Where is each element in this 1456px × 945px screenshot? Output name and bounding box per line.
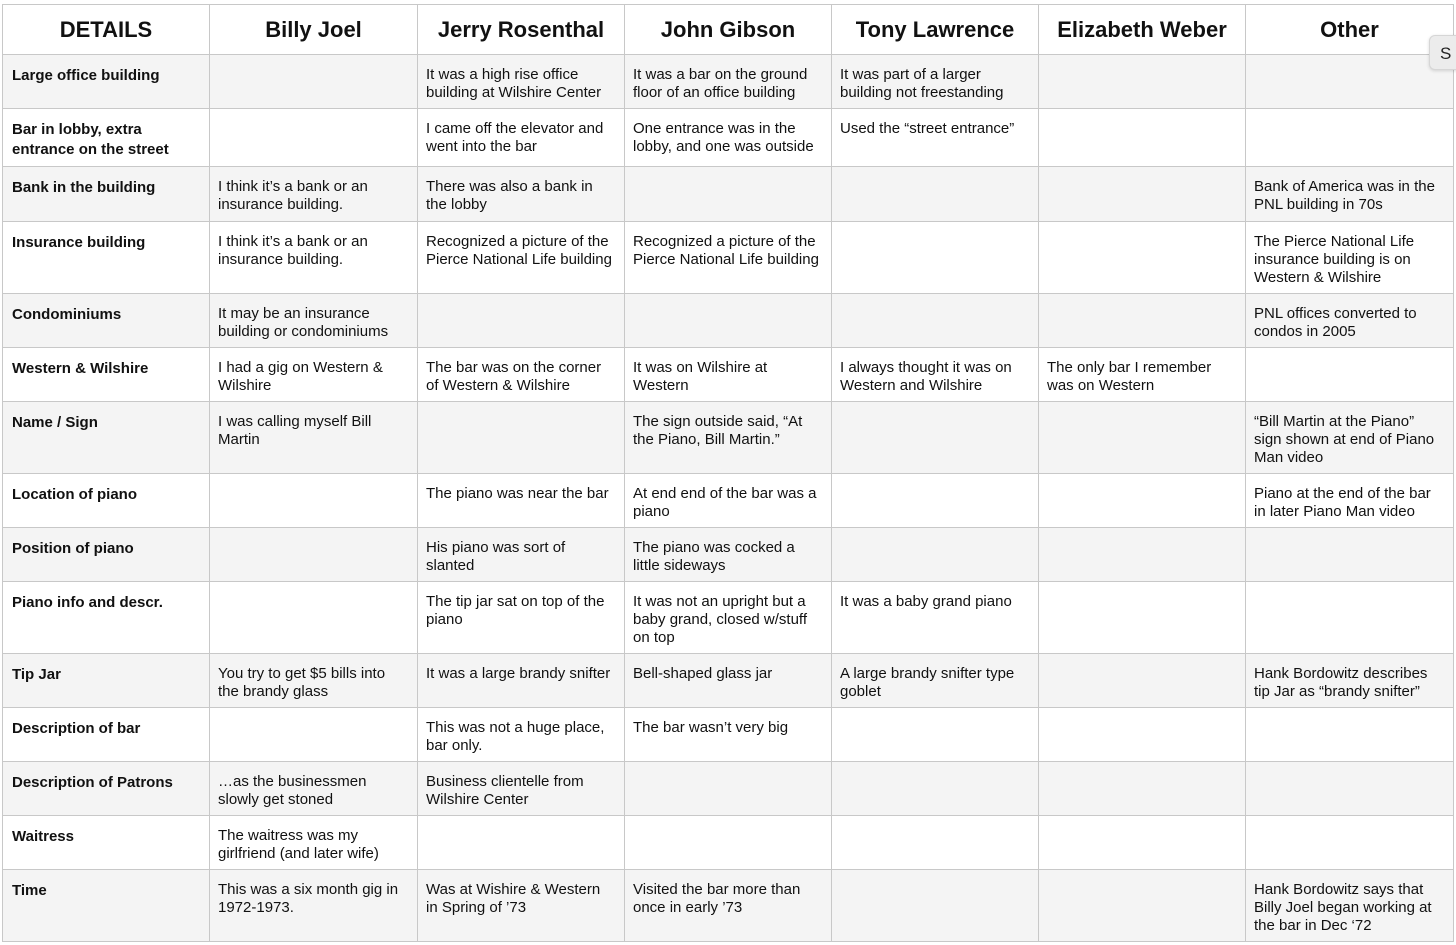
table-cell: It was not an upright but a baby grand, closed w/stuff on top [625, 582, 832, 654]
table-row [3, 109, 1454, 167]
table-row [3, 582, 1454, 654]
table-cell: Recognized a picture of the Pierce National Life building [418, 222, 625, 294]
table-cell [1039, 654, 1246, 708]
header-elizabeth-weber: Elizabeth Weber [1039, 5, 1246, 55]
table-row [3, 654, 1454, 708]
table-cell [625, 762, 832, 816]
table-cell [210, 55, 418, 109]
table-cell [1039, 109, 1246, 167]
table-row [3, 167, 1454, 222]
table-cell [1039, 402, 1246, 474]
table-cell: Was at Wishire & Western in Spring of ’73 [418, 870, 625, 942]
table-cell [625, 167, 832, 222]
table-cell: At end end of the bar was a piano [625, 474, 832, 528]
row-detail-label: Bank in the building [3, 167, 210, 222]
row-detail-label: Position of piano [3, 528, 210, 582]
table-row [3, 294, 1454, 348]
table-row [3, 708, 1454, 762]
table-cell [418, 816, 625, 870]
table-cell: This was a six month gig in 1972-1973. [210, 870, 418, 942]
table-cell: The tip jar sat on top of the piano [418, 582, 625, 654]
table-cell [1039, 582, 1246, 654]
table-cell [1039, 708, 1246, 762]
header-billy-joel: Billy Joel [210, 5, 418, 55]
row-detail-label: Piano info and descr. [3, 582, 210, 654]
table-cell: It was on Wilshire at Western [625, 348, 832, 402]
row-detail-label: Large office building [3, 55, 210, 109]
table-cell [1039, 222, 1246, 294]
table-cell [418, 294, 625, 348]
table-cell [832, 762, 1039, 816]
table-row [3, 762, 1454, 816]
table-cell [1246, 816, 1454, 870]
row-detail-label: Condominiums [3, 294, 210, 348]
table-row [3, 528, 1454, 582]
side-tab[interactable] [1429, 35, 1456, 70]
table-cell: Used the “street entrance” [832, 109, 1039, 167]
table-cell [832, 402, 1039, 474]
table-cell: The piano was near the bar [418, 474, 625, 528]
table-cell: Bell-shaped glass jar [625, 654, 832, 708]
table-cell [625, 816, 832, 870]
table-cell: His piano was sort of slanted [418, 528, 625, 582]
table-cell [832, 816, 1039, 870]
table-cell: I came off the elevator and went into the bar [418, 109, 625, 167]
row-detail-label: Tip Jar [3, 654, 210, 708]
side-tab-label: S [1440, 44, 1452, 63]
table-cell: It was a large brandy snifter [418, 654, 625, 708]
table-cell: PNL offices converted to condos in 2005 [1246, 294, 1454, 348]
row-detail-label: Western & Wilshire [3, 348, 210, 402]
table-cell [832, 474, 1039, 528]
table-cell [1039, 762, 1246, 816]
table-row [3, 816, 1454, 870]
table-cell [1039, 167, 1246, 222]
table-cell [1246, 762, 1454, 816]
table-cell: It was a baby grand piano [832, 582, 1039, 654]
table-row [3, 55, 1454, 109]
table-cell [1039, 294, 1246, 348]
table-cell: …as the businessmen slowly get stoned [210, 762, 418, 816]
table-cell [832, 528, 1039, 582]
table-cell: Bank of America was in the PNL building in 70s [1246, 167, 1454, 222]
table-cell: The bar was on the corner of Western & Wilshire [418, 348, 625, 402]
table-cell: Visited the bar more than once in early ’73 [625, 870, 832, 942]
table-cell [210, 474, 418, 528]
table-cell [832, 294, 1039, 348]
table-cell: Recognized a picture of the Pierce National Life building [625, 222, 832, 294]
table-row [3, 348, 1454, 402]
table-cell: It was a bar on the ground floor of an office building [625, 55, 832, 109]
row-detail-label: Waitress [3, 816, 210, 870]
table-cell: I was calling myself Bill Martin [210, 402, 418, 474]
table-cell [1039, 528, 1246, 582]
table-cell [1246, 708, 1454, 762]
table-cell [210, 582, 418, 654]
table-cell [832, 222, 1039, 294]
row-detail-label: Description of bar [3, 708, 210, 762]
table-cell: I always thought it was on Western and Wilshire [832, 348, 1039, 402]
table-cell [832, 167, 1039, 222]
table-cell: It was part of a larger building not freestanding [832, 55, 1039, 109]
table-cell: There was also a bank in the lobby [418, 167, 625, 222]
table-cell: This was not a huge place, bar only. [418, 708, 625, 762]
table-cell [1039, 55, 1246, 109]
table-cell [625, 294, 832, 348]
table-cell [1246, 528, 1454, 582]
row-detail-label: Description of Patrons [3, 762, 210, 816]
row-detail-label: Location of piano [3, 474, 210, 528]
row-detail-label: Insurance building [3, 222, 210, 294]
header-tony-lawrence: Tony Lawrence [832, 5, 1039, 55]
table-cell: “Bill Martin at the Piano” sign shown at end of Piano Man video [1246, 402, 1454, 474]
table-cell: The Pierce National Life insurance building is on Western & Wilshire [1246, 222, 1454, 294]
table-cell: It may be an insurance building or condominiums [210, 294, 418, 348]
table-cell: You try to get $5 bills into the brandy glass [210, 654, 418, 708]
table-row [3, 474, 1454, 528]
table-cell: Piano at the end of the bar in later Piano Man video [1246, 474, 1454, 528]
table-cell [1246, 348, 1454, 402]
header-john-gibson: John Gibson [625, 5, 832, 55]
table-cell [1039, 474, 1246, 528]
table-cell [1246, 582, 1454, 654]
table-cell: The sign outside said, “At the Piano, Bill Martin.” [625, 402, 832, 474]
table-cell: Business clientelle from Wilshire Center [418, 762, 625, 816]
table-cell [1246, 55, 1454, 109]
table-cell: I think it’s a bank or an insurance building. [210, 167, 418, 222]
table-cell: Hank Bordowitz says that Billy Joel began working at the bar in Dec ‘72 [1246, 870, 1454, 942]
header-jerry-rosenthal: Jerry Rosenthal [418, 5, 625, 55]
header-details: DETAILS [3, 5, 210, 55]
row-detail-label: Name / Sign [3, 402, 210, 474]
header-other: Other [1246, 5, 1454, 55]
table-cell [1246, 109, 1454, 167]
table-cell: I had a gig on Western & Wilshire [210, 348, 418, 402]
table-cell [418, 402, 625, 474]
table-cell: The bar wasn’t very big [625, 708, 832, 762]
table-row [3, 402, 1454, 474]
details-table [2, 4, 1454, 942]
table-cell: I think it’s a bank or an insurance building. [210, 222, 418, 294]
table-cell: A large brandy snifter type goblet [832, 654, 1039, 708]
table-cell [832, 870, 1039, 942]
table-cell: The only bar I remember was on Western [1039, 348, 1246, 402]
table-cell [210, 109, 418, 167]
table-cell [832, 708, 1039, 762]
table-cell [210, 708, 418, 762]
table-cell: One entrance was in the lobby, and one was outside [625, 109, 832, 167]
row-detail-label: Bar in lobby, extra entrance on the street [3, 109, 210, 167]
table-row [3, 870, 1454, 942]
row-detail-label: Time [3, 870, 210, 942]
table-cell [1039, 870, 1246, 942]
table-row [3, 222, 1454, 294]
table-cell: It was a high rise office building at Wilshire Center [418, 55, 625, 109]
table-cell: The piano was cocked a little sideways [625, 528, 832, 582]
table-cell [1039, 816, 1246, 870]
table-cell: Hank Bordowitz describes tip Jar as “brandy snifter” [1246, 654, 1454, 708]
table-cell: The waitress was my girlfriend (and later wife) [210, 816, 418, 870]
header-row [3, 5, 1454, 55]
table-cell [210, 528, 418, 582]
